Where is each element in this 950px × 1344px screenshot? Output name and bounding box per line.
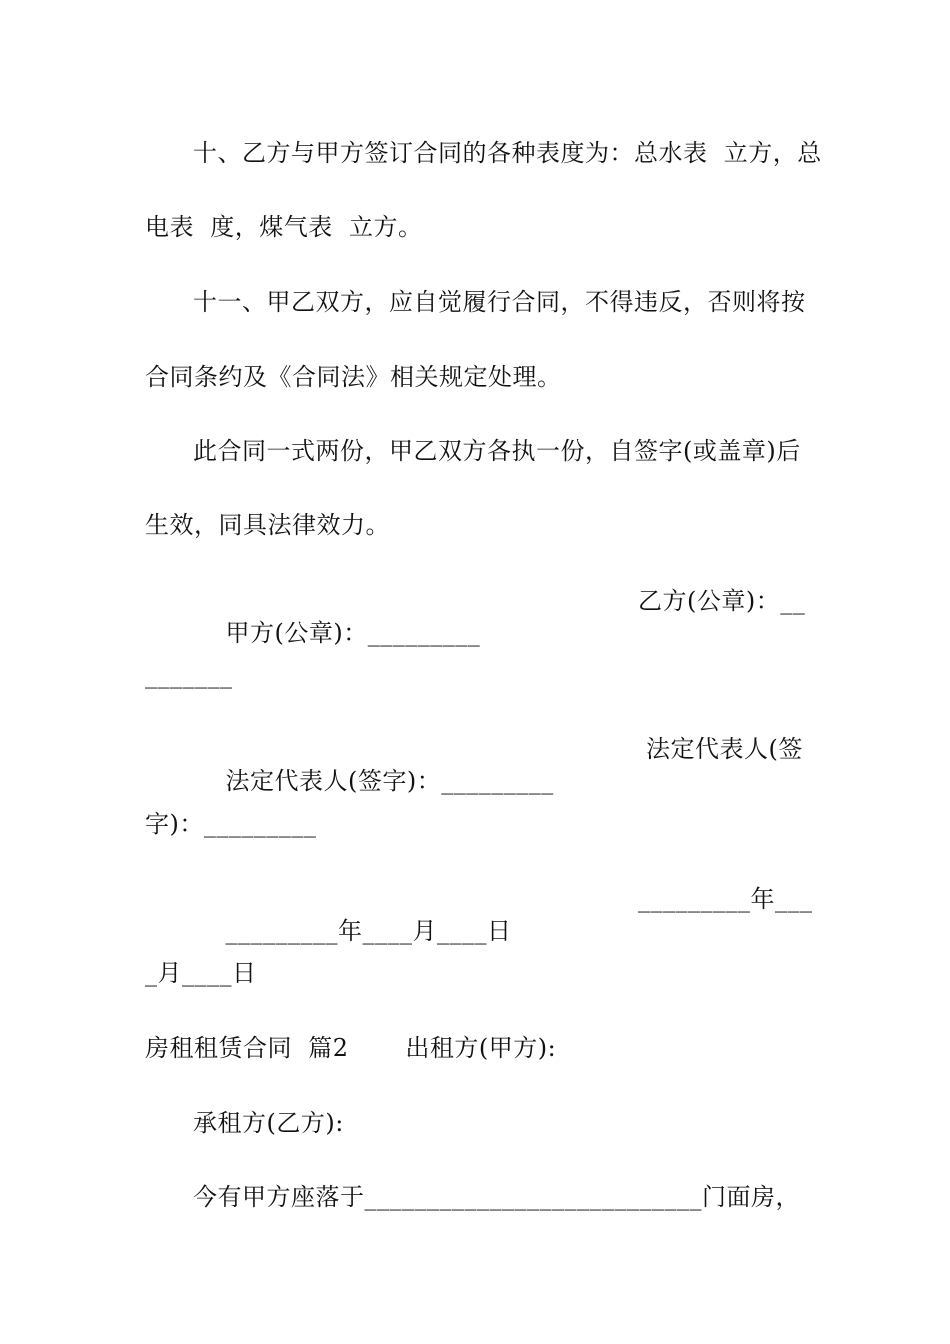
date-row bbox=[193, 883, 813, 1011]
representative-row bbox=[193, 733, 810, 861]
closing-line-2: 生效，同具法律效力。 bbox=[145, 511, 390, 539]
clause-10-line-1: 十、乙方与甲方签订合同的各种表度为：总水表 立方，总 bbox=[193, 139, 822, 167]
party-b-representative: 法定代表人(签 bbox=[646, 735, 803, 763]
party-b-date: _________年___ bbox=[638, 885, 813, 913]
party-a-date: _________年____月____日 bbox=[225, 917, 512, 945]
property-intro-line: 今有甲方座落于___________________________门面房， bbox=[193, 1183, 800, 1211]
party-b-date-continuation: _月____日 bbox=[145, 959, 257, 987]
clause-11-line-1: 十一、甲乙双方，应自觉履行合同，不得违反，否则将按 bbox=[193, 288, 806, 316]
party-b-representative-continuation: 字)：_________ bbox=[145, 810, 317, 838]
lessee-label: 承租方(乙方): bbox=[193, 1109, 344, 1137]
closing-line-1: 此合同一式两份，甲乙双方各执一份，自签字(或盖章)后 bbox=[193, 437, 801, 465]
clause-11-line-2: 合同条约及《合同法》相关规定处理。 bbox=[145, 363, 562, 391]
section-2-heading: 房租租赁合同 篇2 出租方(甲方): bbox=[145, 1034, 557, 1062]
signature-row bbox=[193, 585, 810, 713]
party-b-seal-continuation: _______ bbox=[145, 661, 233, 689]
party-a-seal-label: 甲方(公章)：_________ bbox=[225, 619, 481, 647]
party-b-seal-label: 乙方(公章)：__ bbox=[638, 587, 806, 615]
party-a-representative: 法定代表人(签字)：_________ bbox=[225, 767, 554, 795]
clause-10-line-2: 电表 度，煤气表 立方。 bbox=[145, 213, 423, 241]
